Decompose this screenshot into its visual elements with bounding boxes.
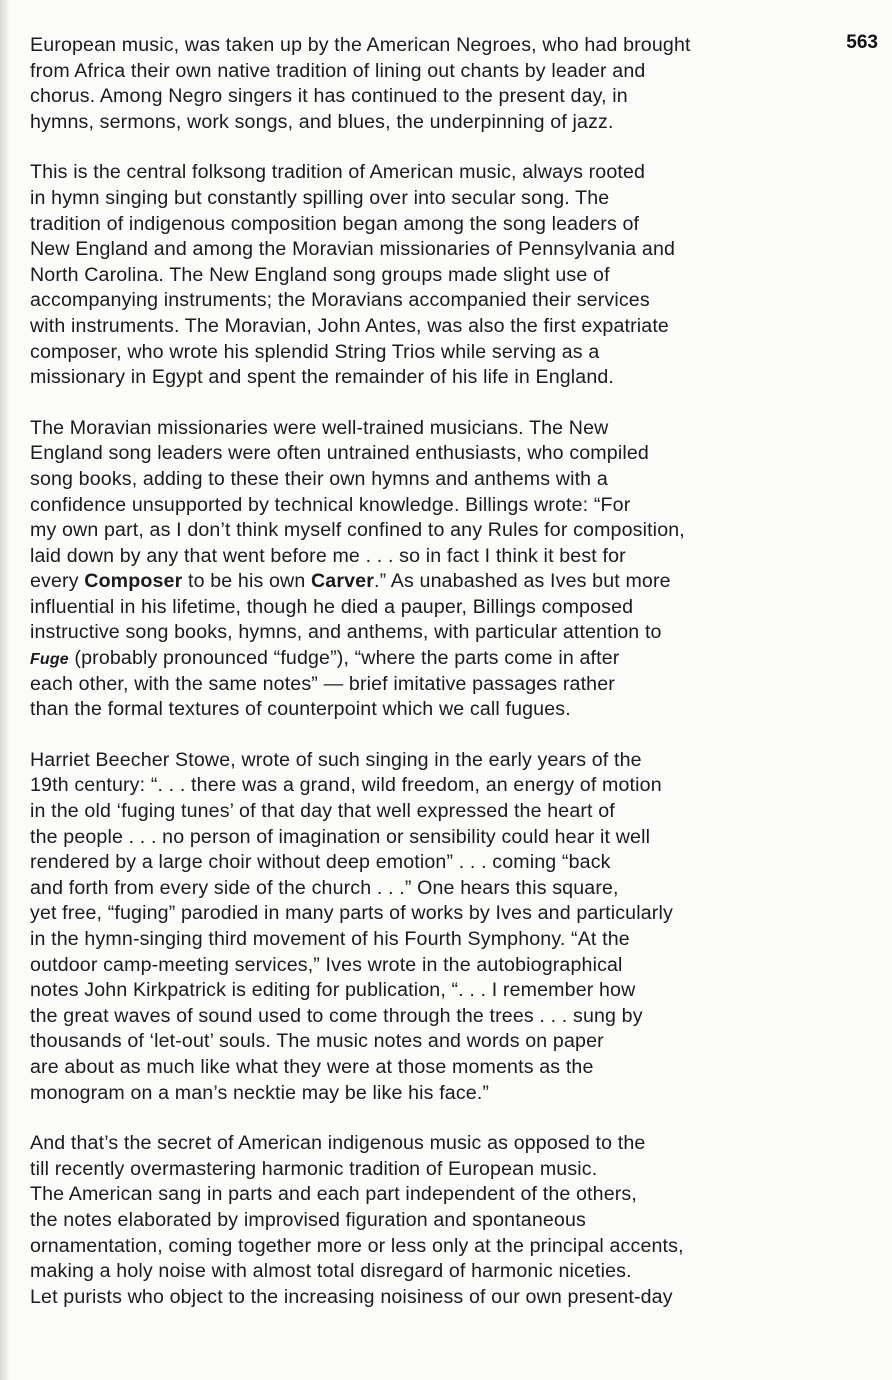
text-line: monogram on a man’s necktie may be like his face.” [30, 1081, 490, 1104]
text-run: (probably pronounced “fudge”), “where the parts come in after [68, 647, 620, 670]
text-run: .” As unabashed as Ives but more [373, 570, 671, 593]
paragraph [30, 748, 768, 1106]
paragraph [30, 416, 768, 723]
text-line: my own part, as I don’t think myself confined to any Rules for composition, [30, 519, 685, 542]
text-line: each other, with the same notes” — brief imitative passages rather [30, 672, 615, 695]
text-line [30, 569, 768, 595]
text-line: with instruments. The Moravian, John Antes, was also the first expatriate [30, 314, 669, 337]
text-line: than the formal textures of counterpoint which we call fugues. [30, 698, 571, 721]
text-line: the people . . . no person of imagination or sensibility could hear it well [30, 825, 651, 848]
text-line: laid down by any that went before me . . . so in fact I think it best for [30, 544, 626, 567]
text-line: And that’s the secret of American indigenous music as opposed to the [30, 1132, 646, 1155]
body-text [30, 33, 768, 1310]
paragraph-gap [30, 135, 768, 160]
text-line: outdoor camp-meeting services,” Ives wrote in the autobiographical [30, 953, 623, 976]
text-line: confidence unsupported by technical knowledge. Billings wrote: “For [30, 493, 631, 516]
text-line: accompanying instruments; the Moravians accompanied their services [30, 289, 650, 312]
text-line: The American sang in parts and each part independent of the others, [30, 1183, 637, 1206]
text-line: rendered by a large choir without deep emotion” . . . coming “back [30, 851, 611, 874]
text-line: song books, adding to these their own hymns and anthems with a [30, 467, 608, 490]
text-line: chorus. Among Negro singers it has continued to the present day, in [30, 85, 628, 108]
text-run: every [30, 570, 85, 593]
italic-term: Fuge [30, 651, 69, 669]
paragraph-gap [30, 723, 768, 748]
text-line: North Carolina. The New England song groups made slight use of [30, 263, 610, 286]
text-line: 19th century: “. . . there was a grand, wild freedom, an energy of motion [30, 774, 662, 797]
text-line: in the old ‘fuging tunes’ of that day that well expressed the heart of [30, 800, 615, 823]
text-line: the notes elaborated by improvised figuration and spontaneous [30, 1208, 586, 1231]
text-line: tradition of indigenous composition began among the song leaders of [30, 212, 640, 235]
text-line [30, 646, 768, 672]
paragraph [30, 1131, 768, 1310]
paragraph [30, 160, 768, 390]
text-line: The Moravian missionaries were well-trained musicians. The New [30, 416, 609, 439]
text-line: missionary in Egypt and spent the remainder of his life in England. [30, 366, 615, 389]
page-gutter-shadow [0, 0, 10, 1380]
text-line: yet free, “fuging” parodied in many parts of works by Ives and particularly [30, 902, 673, 925]
text-line: ornamentation, coming together more or less only at the principal accents, [30, 1234, 684, 1257]
text-line: influential in his lifetime, though he died a pauper, Billings composed [30, 595, 634, 618]
text-line: New England and among the Moravian missionaries of Pennsylvania and [30, 238, 676, 261]
text-line: England song leaders were often untrained enthusiasts, who compiled [30, 442, 649, 465]
page-number: 563 [846, 32, 878, 53]
text-line: notes John Kirkpatrick is editing for publication, “. . . I remember how [30, 979, 636, 1002]
text-line: hymns, sermons, work songs, and blues, the underpinning of jazz. [30, 110, 614, 133]
text-line: This is the central folksong tradition of American music, always rooted [30, 161, 646, 184]
paragraph-gap [30, 391, 768, 416]
bold-term: Carver [310, 570, 374, 593]
text-line: the great waves of sound used to come through the trees . . . sung by [30, 1004, 643, 1027]
text-line: in the hymn-singing third movement of his Fourth Symphony. “At the [30, 928, 630, 950]
text-line: Let purists who object to the increasing noisiness of our own present-day [30, 1285, 673, 1308]
text-line: are about as much like what they were at those moments as the [30, 1055, 594, 1078]
bold-term: Composer [84, 570, 183, 593]
paragraph-gap [30, 1106, 768, 1131]
text-line: instructive song books, hymns, and anthems, with particular attention to [30, 621, 662, 644]
text-line: till recently overmastering harmonic tradition of European music. [30, 1157, 598, 1180]
text-line: European music, was taken up by the American Negroes, who had brought [30, 34, 691, 56]
text-line: from Africa their own native tradition of lining out chants by leader and [30, 59, 646, 82]
paragraph [30, 33, 768, 135]
text-line: composer, who wrote his splendid String Trios while serving as a [30, 340, 600, 363]
text-line: thousands of ‘let-out’ souls. The music notes and words on paper [30, 1030, 604, 1053]
text-line: in hymn singing but constantly spilling over into secular song. The [30, 186, 610, 209]
text-line: Harriet Beecher Stowe, wrote of such singing in the early years of the [30, 748, 642, 771]
text-line: making a holy noise with almost total disregard of harmonic niceties. [30, 1260, 632, 1283]
text-line: and forth from every side of the church . . .” One hears this square, [30, 876, 619, 899]
text-run: to be his own [182, 570, 311, 593]
